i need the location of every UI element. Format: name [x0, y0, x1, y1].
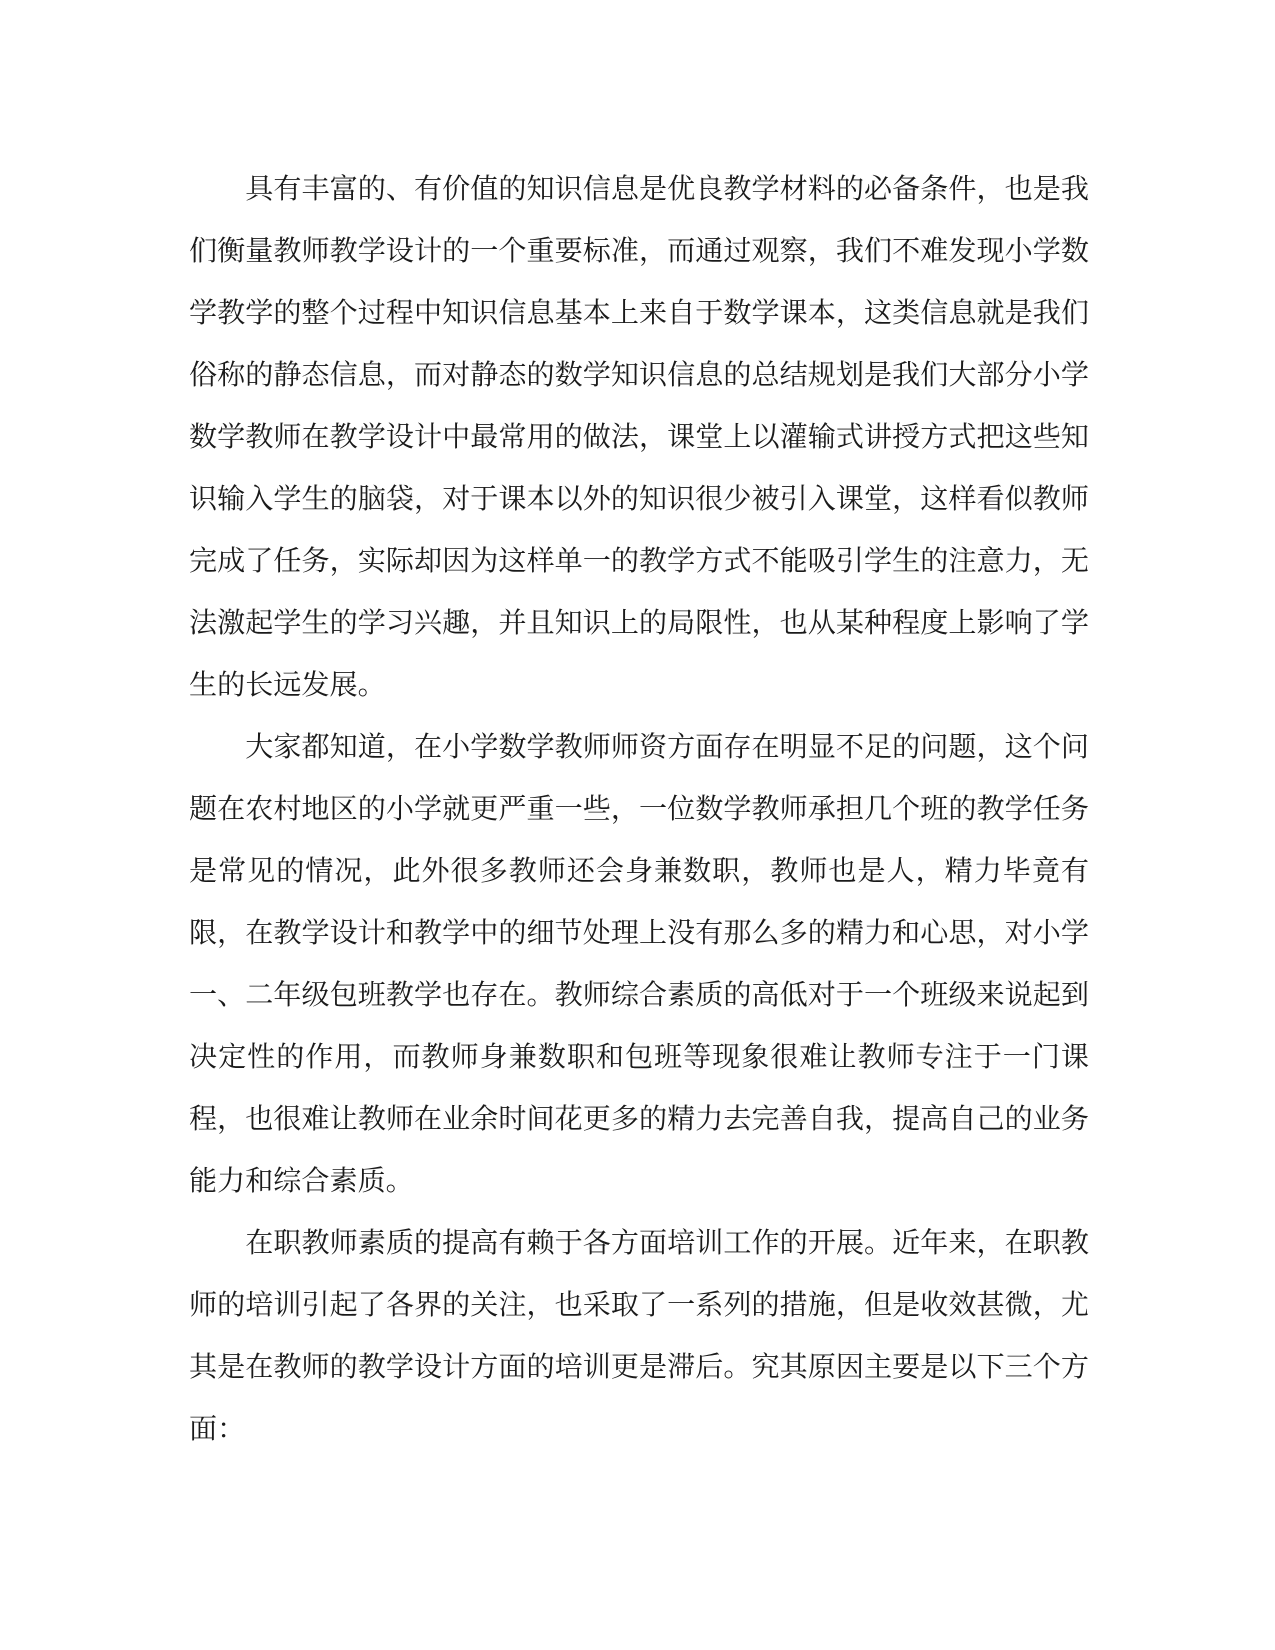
paragraph-1: 具有丰富的、有价值的知识信息是优良教学材料的必备条件，也是我们衡量教师教学设计的一个重要标准，而通过观察，我们不难发现小学数学教学的整个过程中知识信息基本上来自于数学课本，这类信息就是我们俗称的静态信息，而对静态的数学知识信息的总结规划是我们大部分小学数学教师在教学设计中最常用的做法，课堂上以灌输式讲授方式把这些知识输入学生的脑袋，对于课本以外的知识很少被引入课堂，这样看似教师完成了任务，实际却因为这样单一的教学方式不能吸引学生的注意力，无法激起学生的学习兴趣，并且知识上的局限性，也从某种程度上影响了学生的长远发展。	[189, 172, 1089, 701]
document-body	[189, 158, 1089, 1460]
paragraph-2: 大家都知道，在小学数学教师师资方面存在明显不足的问题，这个问题在农村地区的小学就更严重一些，一位数学教师承担几个班的教学任务是常见的情况，此外很多教师还会身兼数职，教师也是人，精力毕竟有限，在教学设计和教学中的细节处理上没有那么多的精力和心思，对小学一、二年级包班教学也存在。教师综合素质的高低对于一个班级来说起到决定性的作用，而教师身兼数职和包班等现象很难让教师专注于一门课程，也很难让教师在业余时间花更多的精力去完善自我，提高自己的业务能力和综合素质。	[189, 730, 1089, 1197]
paragraph-3: 在职教师素质的提高有赖于各方面培训工作的开展。近年来，在职教师的培训引起了各界的关注，也采取了一系列的措施，但是收效甚微，尤其是在教师的教学设计方面的培训更是滞后。究其原因主要是以下三个方面：	[189, 1226, 1089, 1445]
